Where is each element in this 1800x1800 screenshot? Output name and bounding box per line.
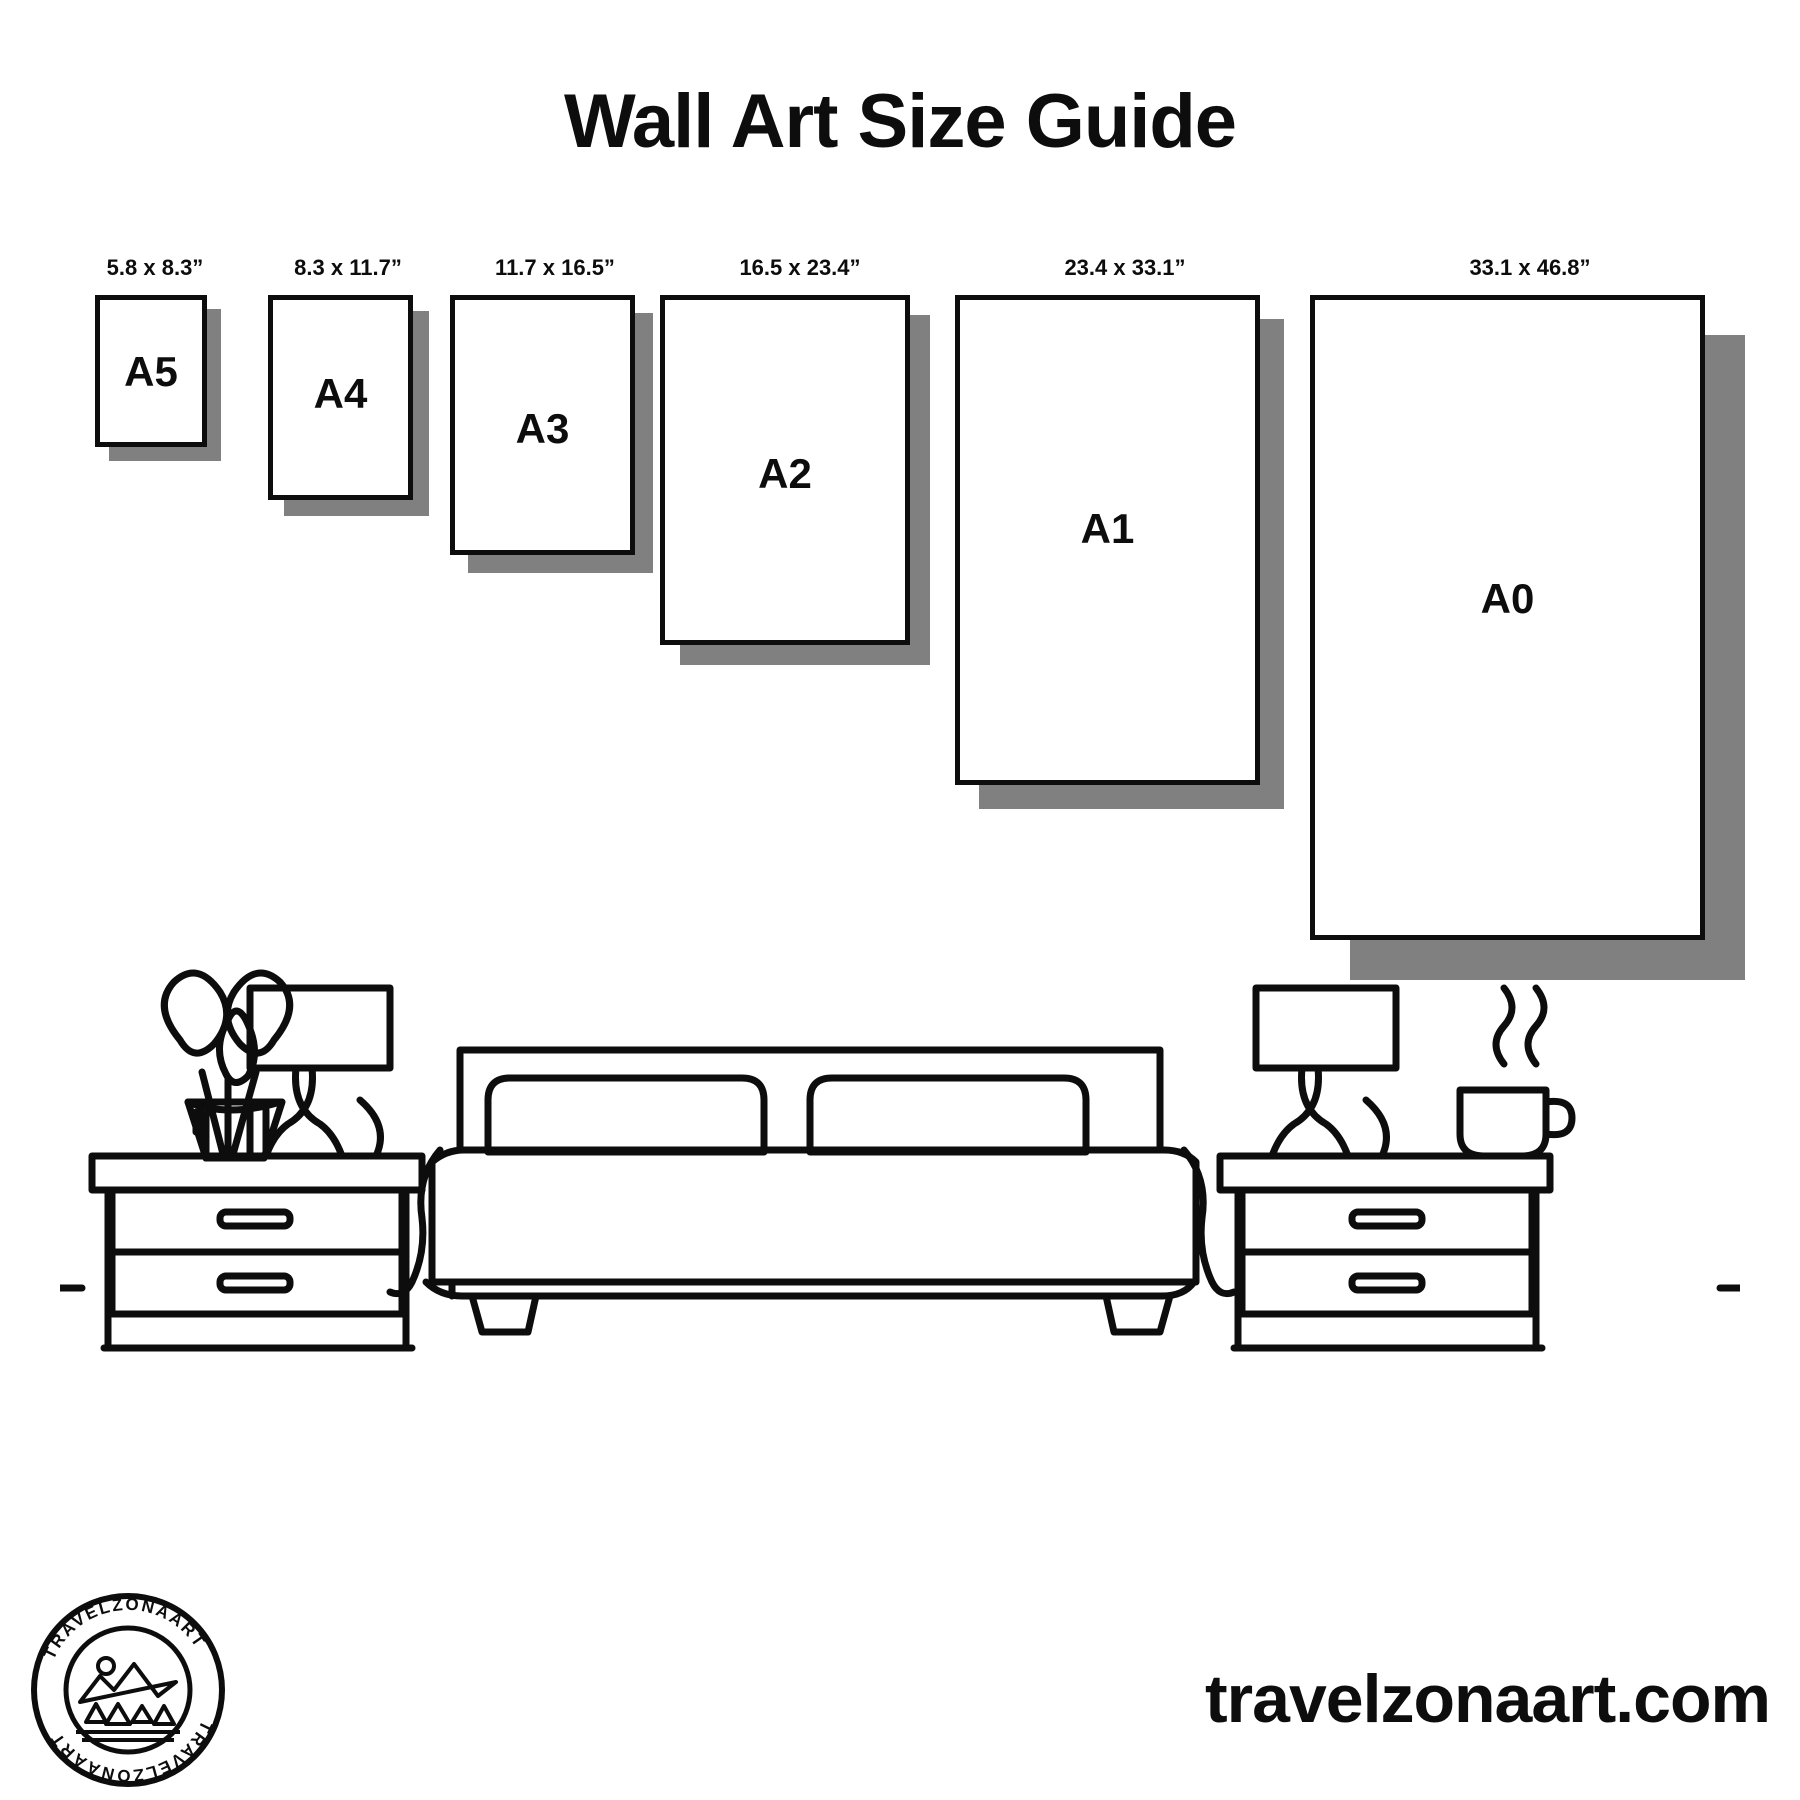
- frame-label-a0: A0: [1480, 575, 1535, 622]
- frame-caption-a5: 5.8 x 8.3”: [106, 255, 204, 280]
- frame-caption-a1: 23.4 x 33.1”: [1064, 255, 1186, 280]
- frame-caption-a3: 11.7 x 16.5”: [495, 255, 615, 280]
- frame-box-a3[interactable]: [450, 295, 635, 555]
- logo-text-bottom: TRAVELZONAART: [46, 1717, 217, 1786]
- frame-group-a5[interactable]: [95, 255, 215, 475]
- frame-box-a4[interactable]: [268, 295, 413, 500]
- frame-group-a2[interactable]: [660, 255, 940, 685]
- page-title: Wall Art Size Guide: [563, 79, 1237, 164]
- logo-text-top: TRAVELZONAART: [39, 1594, 210, 1663]
- right-nightstand: [1220, 1156, 1550, 1348]
- frame-box-a5[interactable]: [95, 295, 207, 447]
- right-table-lamp: [1256, 988, 1396, 1156]
- left-nightstand: [92, 1156, 422, 1348]
- coffee-cup: [1460, 988, 1572, 1156]
- frame-label-a1: A1: [1080, 505, 1135, 552]
- frame-group-a0[interactable]: [1310, 255, 1750, 955]
- frame-label-a2: A2: [758, 450, 812, 497]
- frame-group-a4[interactable]: [268, 255, 428, 525]
- frame-label-a4: A4: [313, 370, 368, 417]
- frame-box-a0[interactable]: [1310, 295, 1705, 940]
- frame-group-a3[interactable]: [450, 255, 660, 595]
- frame-label-a3: A3: [515, 405, 570, 452]
- frame-box-a1[interactable]: [955, 295, 1260, 785]
- frame-box-a2[interactable]: [660, 295, 910, 645]
- frame-caption-a0: 33.1 x 46.8”: [1469, 255, 1591, 280]
- frame-caption-a4: 8.3 x 11.7”: [294, 255, 402, 280]
- brand-logo[interactable]: [28, 1590, 228, 1790]
- frame-caption-a2: 16.5 x 23.4”: [739, 255, 861, 280]
- frame-group-a1[interactable]: [955, 255, 1295, 795]
- bed: [390, 1050, 1234, 1332]
- frame-label-a5: A5: [124, 348, 178, 395]
- bedroom-illustration: [60, 960, 1740, 1520]
- website-url[interactable]: travelzonaart.com: [1205, 1661, 1770, 1737]
